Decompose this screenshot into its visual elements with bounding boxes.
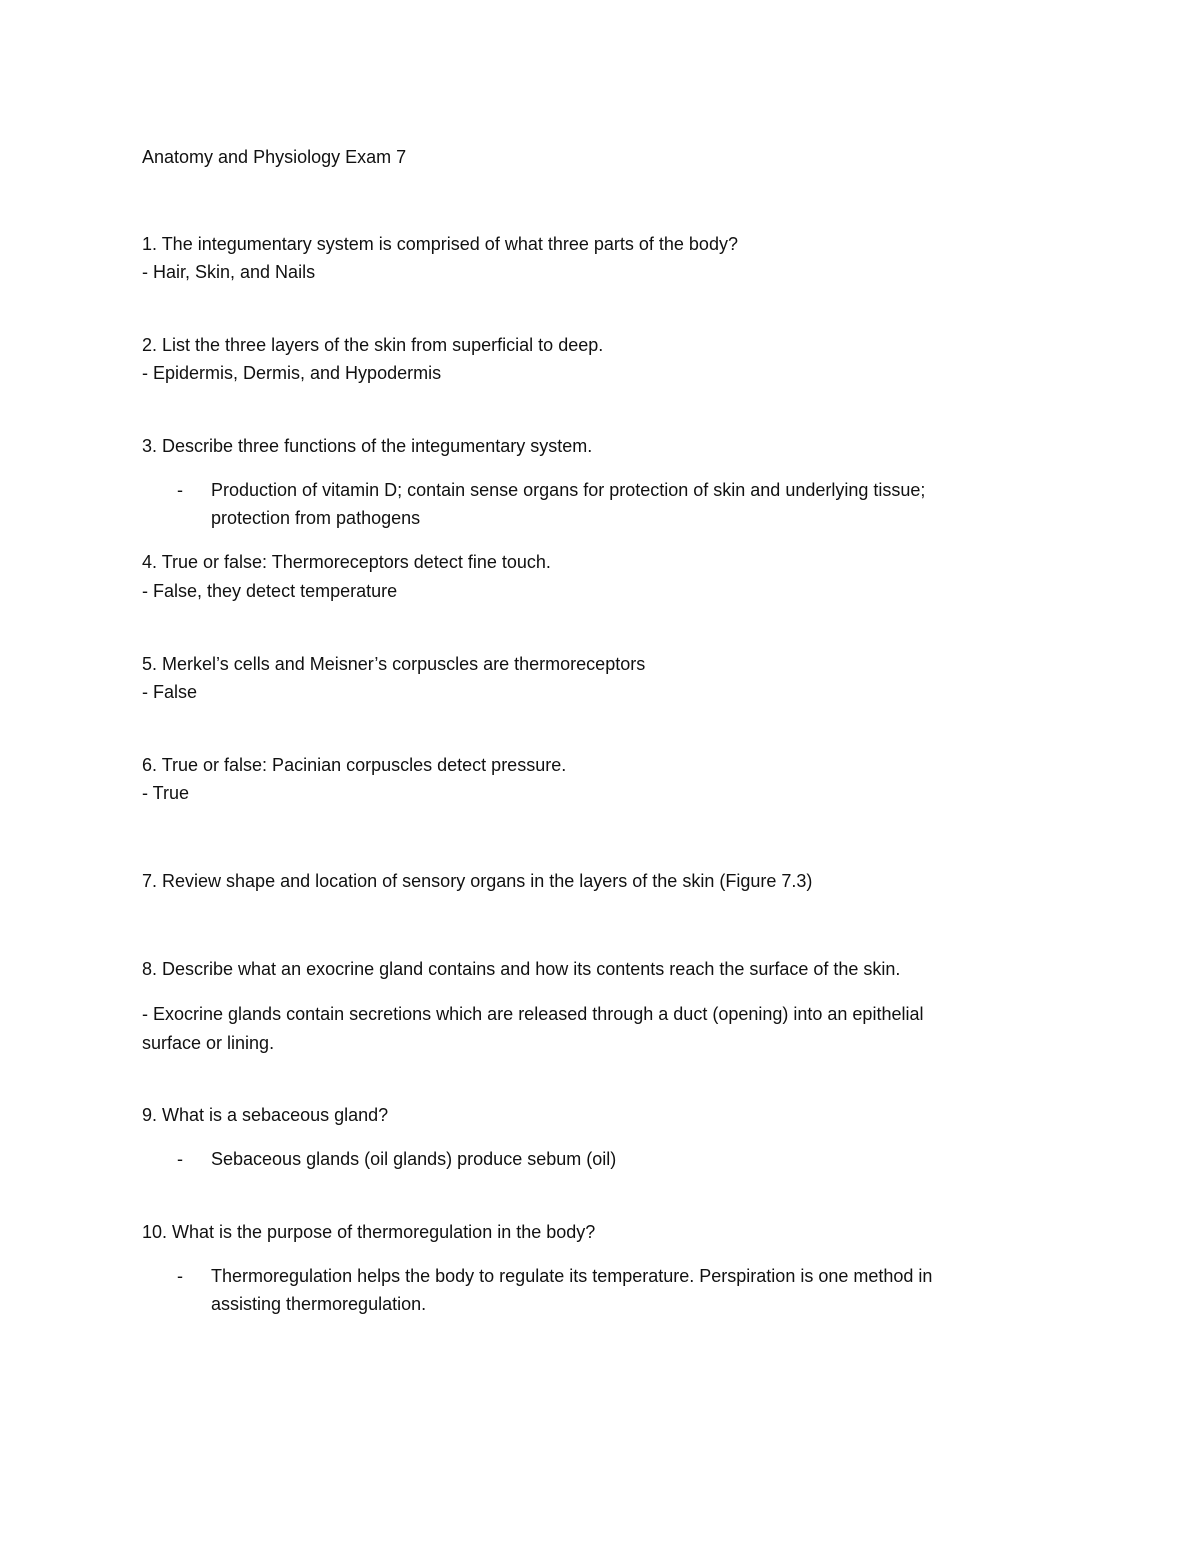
answer-9: Sebaceous glands (oil glands) produce sebum (oil) bbox=[211, 1149, 617, 1169]
question-2: 2. List the three layers of the skin from superficial to deep. bbox=[142, 335, 604, 355]
answer-6: - True bbox=[142, 783, 190, 803]
answer-3-bullet: - bbox=[177, 480, 183, 500]
answer-3-line-1: Production of vitamin D; contain sense organs for protection of skin and underlying tissue; bbox=[211, 480, 926, 500]
question-10: 10. What is the purpose of thermoregulation in the body? bbox=[142, 1222, 596, 1242]
document-title: Anatomy and Physiology Exam 7 bbox=[142, 147, 407, 167]
question-3: 3. Describe three functions of the integumentary system. bbox=[142, 436, 593, 456]
answer-5: - False bbox=[142, 682, 198, 702]
answer-9-bullet: - bbox=[177, 1149, 183, 1169]
answer-3-line-2: protection from pathogens bbox=[211, 508, 421, 528]
question-6: 6. True or false: Pacinian corpuscles detect pressure. bbox=[142, 755, 567, 775]
question-5: 5. Merkel’s cells and Meisner’s corpuscles are thermoreceptors bbox=[142, 654, 646, 674]
answer-2: - Epidermis, Dermis, and Hypodermis bbox=[142, 363, 442, 383]
question-4: 4. True or false: Thermoreceptors detect fine touch. bbox=[142, 552, 551, 572]
answer-10-line-2: assisting thermoregulation. bbox=[211, 1294, 427, 1314]
answer-4: - False, they detect temperature bbox=[142, 581, 398, 601]
answer-8-line-1: - Exocrine glands contain secretions which are released through a duct (opening) into an epithelial bbox=[142, 1004, 924, 1024]
answer-8-line-2: surface or lining. bbox=[142, 1033, 275, 1053]
answer-10-line-1: Thermoregulation helps the body to regulate its temperature. Perspiration is one method in bbox=[211, 1266, 933, 1286]
question-9: 9. What is a sebaceous gland? bbox=[142, 1105, 389, 1125]
question-1: 1. The integumentary system is comprised of what three parts of the body? bbox=[142, 234, 738, 254]
question-7: 7. Review shape and location of sensory organs in the layers of the skin (Figure 7.3) bbox=[142, 871, 813, 891]
answer-1: - Hair, Skin, and Nails bbox=[142, 262, 316, 282]
answer-10-bullet: - bbox=[177, 1266, 183, 1286]
question-8: 8. Describe what an exocrine gland contains and how its contents reach the surface of the skin. bbox=[142, 959, 901, 979]
